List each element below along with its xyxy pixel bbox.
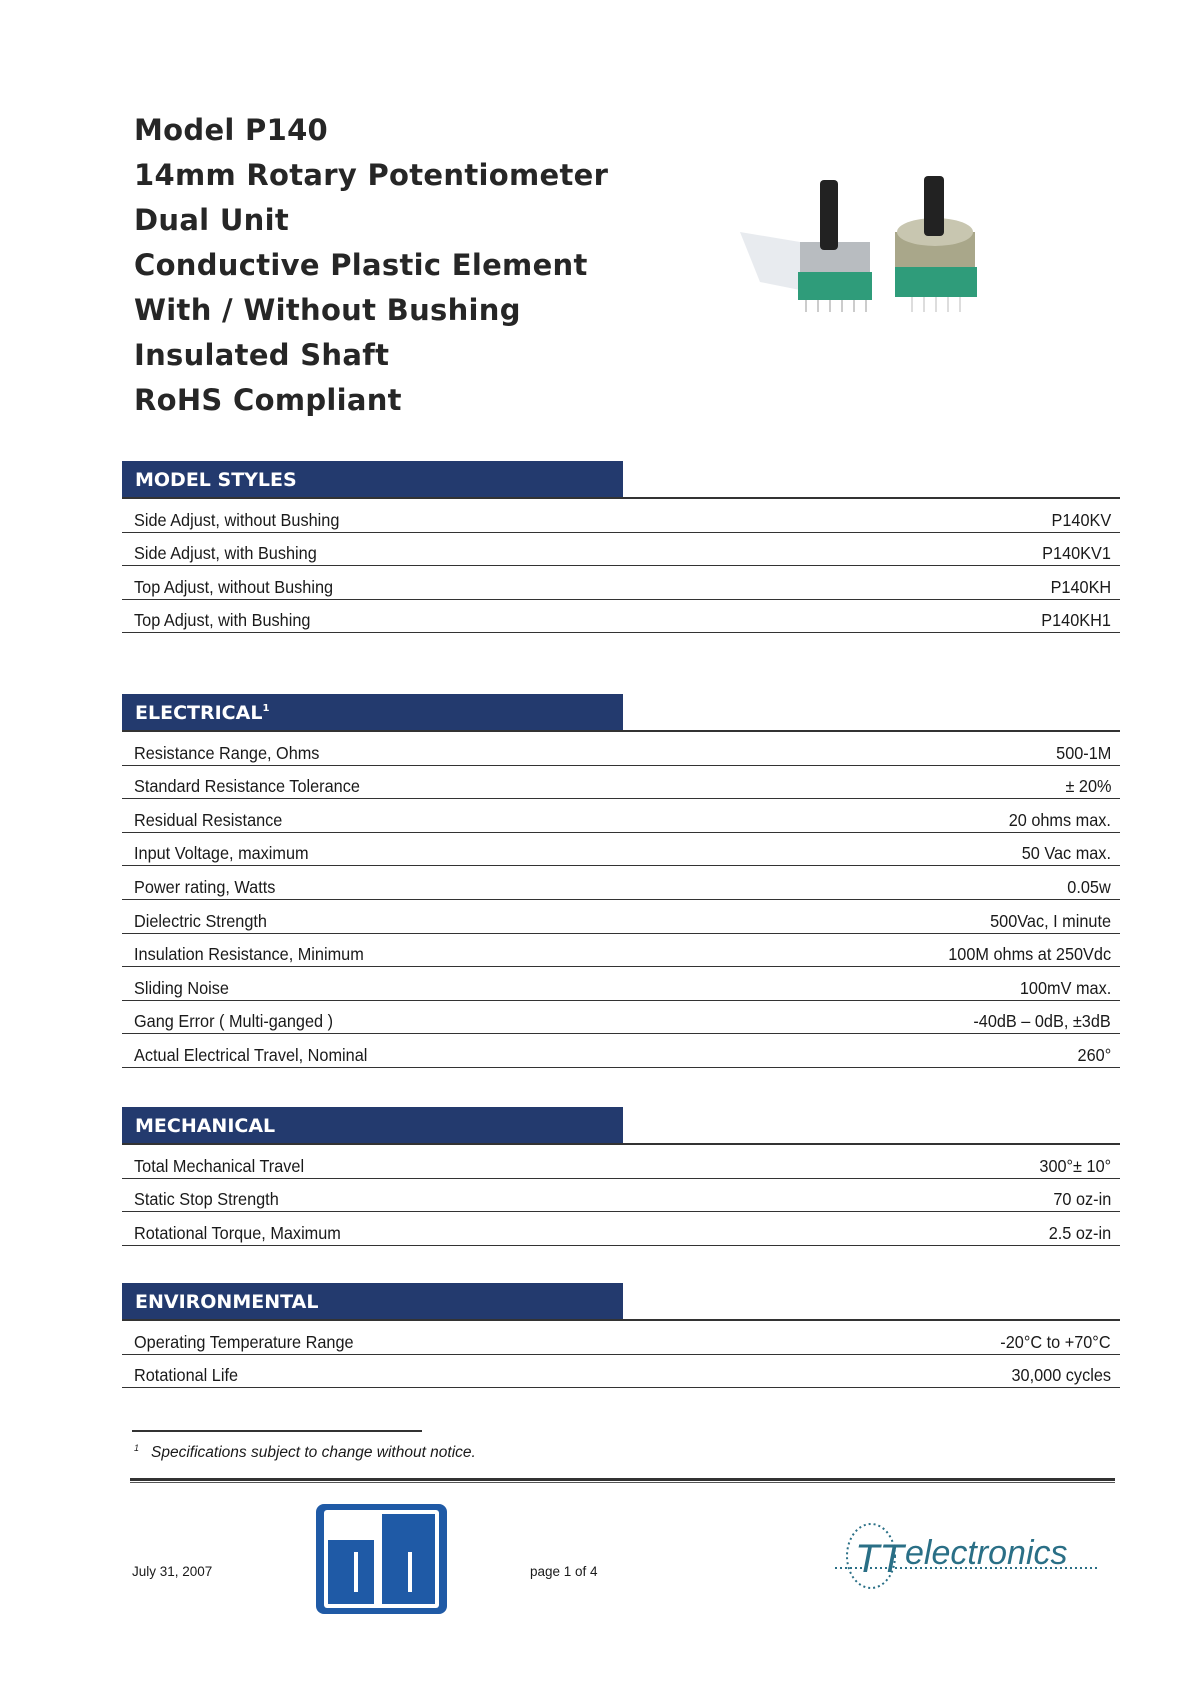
spec-label: Residual Resistance	[134, 809, 283, 830]
spec-label: Standard Resistance Tolerance	[134, 776, 360, 797]
spec-value: 500-1M	[1055, 742, 1111, 763]
spec-label: Total Mechanical Travel	[134, 1155, 305, 1176]
spec-value: P140KV	[1051, 509, 1111, 530]
section-model-styles	[122, 461, 1120, 633]
spec-label: Resistance Range, Ohms	[134, 742, 320, 763]
title-line: Model P140	[134, 113, 329, 147]
spec-row	[122, 866, 1120, 900]
spec-value: 20 ohms max.	[1008, 809, 1111, 830]
footnote: $^1$ Specifications subject to change without notice.	[134, 1443, 476, 1461]
product-photo	[740, 172, 1030, 350]
spec-value: P140KV1	[1042, 543, 1111, 564]
spec-value: 300°± 10°	[1039, 1155, 1111, 1176]
spec-row	[122, 1355, 1120, 1389]
title-line: Conductive Plastic Element	[134, 248, 588, 282]
spec-label: Rotational Life	[134, 1365, 239, 1386]
spec-value: 2.5 oz-in	[1048, 1222, 1111, 1243]
spec-value: -20°C to +70°C	[1000, 1331, 1111, 1352]
title-line: Dual Unit	[134, 203, 290, 237]
spec-row	[122, 566, 1120, 600]
tt-electronics-logo	[835, 1522, 1105, 1594]
spec-value: 30,000 cycles	[1011, 1365, 1111, 1386]
spec-label: Input Voltage, maximum	[134, 843, 309, 864]
spec-row	[122, 499, 1120, 533]
spec-row	[122, 1212, 1120, 1246]
spec-row	[122, 1145, 1120, 1179]
spec-label: Side Adjust, with Bushing	[134, 543, 317, 564]
spec-label: Power rating, Watts	[134, 876, 276, 897]
ab-logo	[314, 1502, 449, 1616]
spec-label: Side Adjust, without Bushing	[134, 509, 340, 530]
title-line: RoHS Compliant	[134, 383, 402, 417]
spec-value: 70 oz-in	[1053, 1189, 1111, 1210]
footnote-rule	[132, 1430, 422, 1432]
title-line: 14mm Rotary Potentiometer	[134, 158, 609, 192]
spec-label: Top Adjust, with Bushing	[134, 610, 311, 631]
spec-row	[122, 732, 1120, 766]
section-header: MODEL STYLES	[122, 461, 623, 498]
spec-label: Actual Electrical Travel, Nominal	[134, 1044, 368, 1065]
spec-row	[122, 1001, 1120, 1035]
footer-rule	[130, 1478, 1115, 1483]
spec-row	[122, 766, 1120, 800]
section-mechanical	[122, 1107, 1120, 1246]
spec-label: Sliding Noise	[134, 977, 229, 998]
spec-value: P140KH	[1050, 576, 1111, 597]
spec-value: -40dB – 0dB, ±3dB	[973, 1011, 1111, 1032]
spec-row	[122, 967, 1120, 1001]
spec-value: 500Vac, I minute	[990, 910, 1111, 931]
spec-value: 100M ohms at 250Vdc	[948, 944, 1111, 965]
spec-label: Static Stop Strength	[134, 1189, 279, 1210]
title-line: Insulated Shaft	[134, 338, 390, 372]
section-environmental	[122, 1283, 1120, 1388]
spec-row	[122, 533, 1120, 567]
spec-row	[122, 1321, 1120, 1355]
spec-value: 100mV max.	[1019, 977, 1111, 998]
spec-row	[122, 799, 1120, 833]
svg-text:electronics: electronics	[905, 1534, 1068, 1572]
spec-label: Gang Error ( Multi-ganged )	[134, 1011, 334, 1032]
spec-label: Rotational Torque, Maximum	[134, 1222, 341, 1243]
svg-text:TT: TT	[855, 1537, 904, 1581]
spec-value: P140KH1	[1041, 610, 1111, 631]
section-header: ENVIRONMENTAL	[122, 1283, 623, 1320]
spec-row	[122, 833, 1120, 867]
spec-row	[122, 1034, 1120, 1068]
spec-value: 260°	[1077, 1044, 1111, 1065]
section-electrical	[122, 694, 1120, 1068]
spec-value: 50 Vac max.	[1021, 843, 1111, 864]
spec-label: Operating Temperature Range	[134, 1331, 354, 1352]
spec-row	[122, 934, 1120, 968]
spec-row	[122, 1179, 1120, 1213]
section-header: MECHANICAL	[122, 1107, 623, 1144]
spec-row	[122, 600, 1120, 634]
title-line: With / Without Bushing	[134, 293, 521, 327]
footer-date: July 31, 2007	[132, 1564, 213, 1579]
spec-label: Dielectric Strength	[134, 910, 267, 931]
spec-label: Top Adjust, without Bushing	[134, 576, 334, 597]
page-number: page 1 of 4	[530, 1564, 598, 1579]
spec-row	[122, 900, 1120, 934]
spec-label: Insulation Resistance, Minimum	[134, 944, 364, 965]
section-header: ELECTRICAL$^1$	[122, 694, 623, 731]
spec-value: ± 20%	[1064, 776, 1111, 797]
spec-value: 0.05w	[1067, 876, 1111, 897]
